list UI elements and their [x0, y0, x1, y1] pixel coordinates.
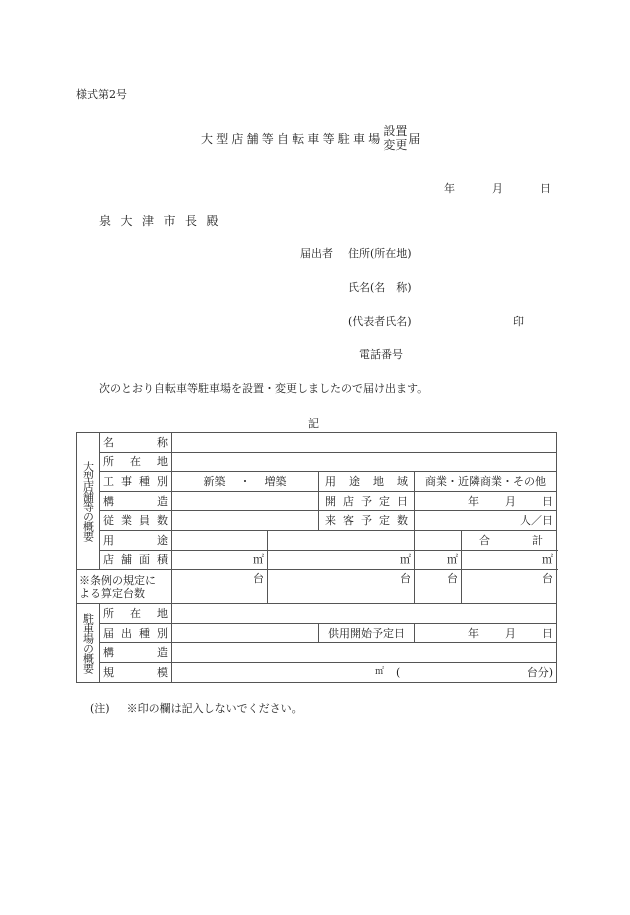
date-year: 年 [444, 182, 455, 195]
notification-table [76, 432, 557, 683]
label-opening-date: 開 店 予 定 日 [319, 491, 415, 511]
label-parking-location: 所 在 地 [100, 604, 172, 624]
representative-label: (代表者氏名) [348, 315, 412, 328]
label-name: 名 称 [100, 433, 172, 453]
label-parking-structure: 構 造 [100, 643, 172, 663]
field-construction-type[interactable]: 新築 ・ 増築 [172, 472, 319, 492]
field-notice-type[interactable] [172, 623, 319, 643]
field-parking-structure[interactable] [172, 643, 557, 663]
label-visitors: 来 客 予 定 数 [319, 511, 415, 531]
field-use-2[interactable] [268, 530, 415, 550]
form-number: 様式第2号 [76, 88, 127, 101]
field-count-3: 台 [415, 570, 462, 604]
field-opening-date[interactable]: 年 月 日 [415, 491, 557, 511]
label-total: 合 計 [462, 530, 557, 550]
field-zoning[interactable]: 商業・近隣商業・その他 [415, 472, 557, 492]
option-extension[interactable]: 増築 [264, 474, 287, 488]
field-floor-area-total[interactable]: ㎡ [462, 550, 557, 570]
section-store-label: 大型店舗等の概要 [77, 433, 100, 570]
seal-mark: 印 [513, 315, 524, 328]
phone-label: 電話番号 [359, 348, 403, 361]
title-tail: 届 [408, 131, 421, 146]
option-new-build[interactable]: 新築 [203, 474, 226, 488]
field-count-total: 台 [462, 570, 557, 604]
field-floor-area-2[interactable]: ㎡ [268, 550, 415, 570]
label-scale: 規 模 [100, 662, 172, 682]
document-title [201, 124, 420, 152]
title-main: 大型店舗等自転車等駐車場 [201, 131, 384, 146]
applicant-address-line [300, 245, 412, 261]
submission-date [444, 180, 551, 196]
name-label: 氏名(名 称) [348, 281, 412, 294]
field-parking-location[interactable] [172, 604, 557, 624]
field-employees[interactable] [172, 511, 319, 531]
addressee: 泉大津市長殿 [99, 214, 229, 228]
field-store-name[interactable] [172, 433, 557, 453]
field-scale[interactable]: ㎡ ( 台分) [172, 662, 557, 682]
field-count-1: 台 [172, 570, 268, 604]
label-use: 用 途 [100, 530, 172, 550]
field-structure[interactable] [172, 491, 319, 511]
label-location: 所 在 地 [100, 452, 172, 472]
note-text: ※印の欄は記入しないでください。 [126, 702, 303, 715]
label-construction-type: 工 事 種 別 [100, 472, 172, 492]
date-day: 日 [540, 182, 551, 195]
field-visitors[interactable]: 人／日 [415, 511, 557, 531]
title-option-change: 変更 [383, 138, 408, 152]
applicant-label: 届出者 [300, 247, 333, 260]
field-floor-area-3[interactable]: ㎡ [415, 550, 462, 570]
ki-heading: 記 [308, 417, 319, 430]
field-floor-area-1[interactable]: ㎡ [172, 550, 268, 570]
statement: 次のとおり自転車等駐車場を設置・変更しましたので届け出ます。 [99, 382, 429, 395]
field-service-start[interactable]: 年 月 日 [415, 623, 557, 643]
label-floor-area: 店 舗 面 積 [100, 550, 172, 570]
label-service-start: 供用開始予定日 [319, 623, 415, 643]
label-notice-type: 届 出 種 別 [100, 623, 172, 643]
note-label: (注) [90, 702, 110, 715]
label-zoning: 用 途 地 域 [319, 472, 415, 492]
field-store-location[interactable] [172, 452, 557, 472]
title-options [383, 124, 407, 152]
section-parking-label: 駐車場の概要 [77, 604, 100, 682]
label-calculated-count: ※条例の規定に よる算定台数 [77, 570, 172, 604]
note [90, 700, 303, 716]
field-use-3[interactable] [415, 530, 462, 550]
date-month: 月 [492, 182, 503, 195]
label-structure: 構 造 [100, 491, 172, 511]
field-use-1[interactable] [172, 530, 268, 550]
field-count-2: 台 [268, 570, 415, 604]
label-employees: 従 業 員 数 [100, 511, 172, 531]
address-label: 住所(所在地) [348, 247, 412, 260]
title-option-install: 設置 [383, 124, 408, 138]
